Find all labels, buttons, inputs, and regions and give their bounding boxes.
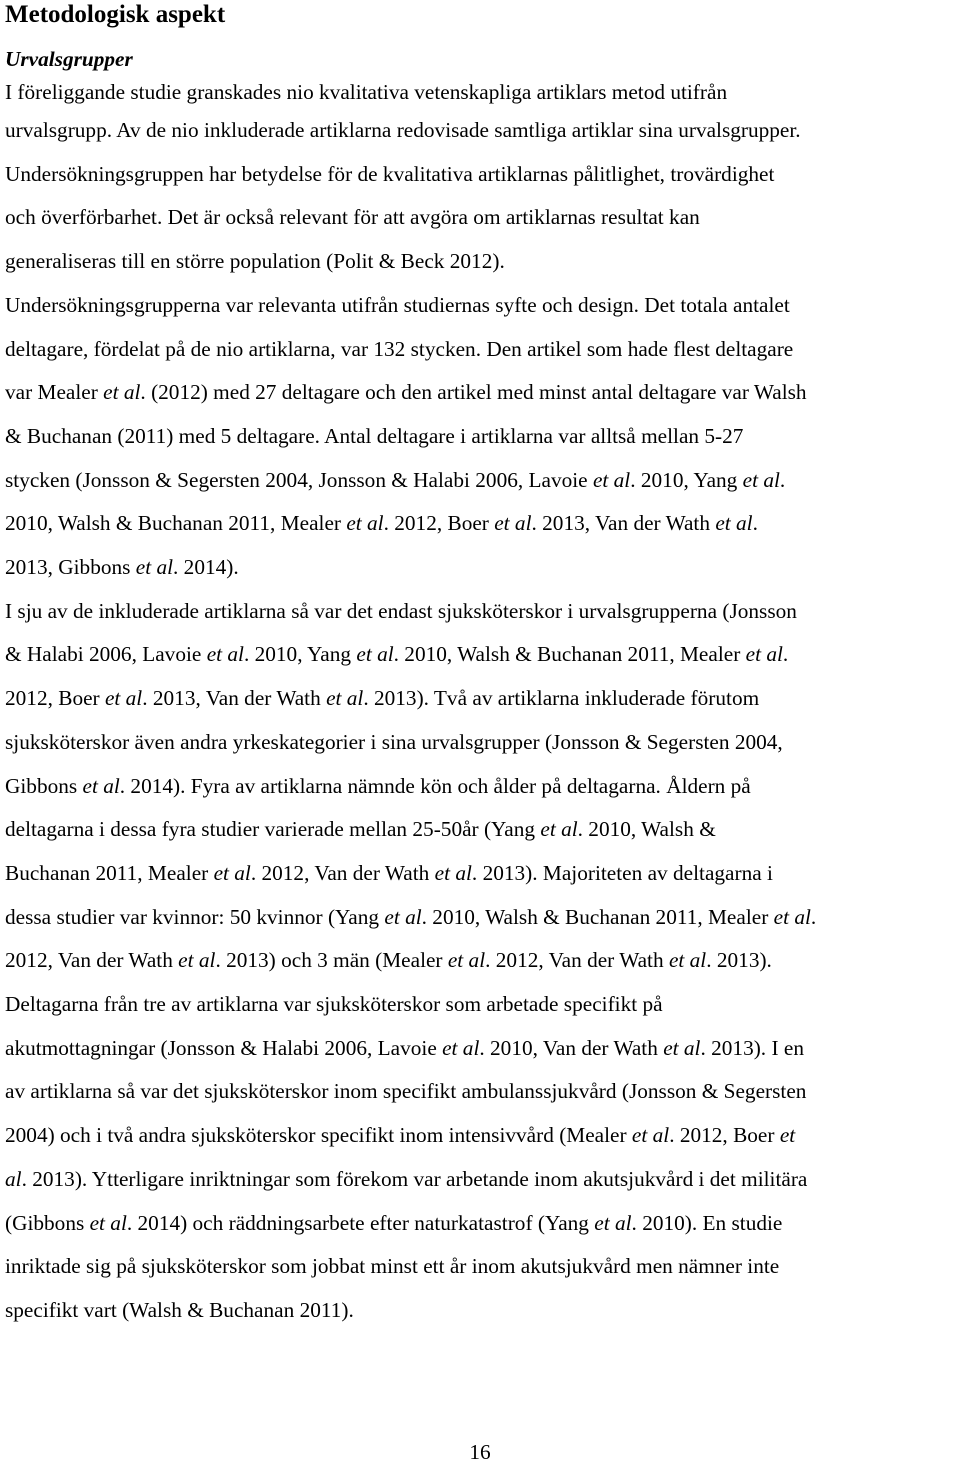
italic-text: et al xyxy=(494,511,532,536)
text-line: I föreliggande studie granskades nio kvalitativa vetenskapliga artiklars metod utifrån xyxy=(5,80,728,104)
italic-text: et al xyxy=(326,686,364,711)
text-line: var Mealer et al. (2012) med 27 deltagare och den artikel med minst antal deltagare var Walsh xyxy=(5,380,807,405)
italic-text: et al xyxy=(206,642,244,667)
italic-text: et al xyxy=(89,1210,127,1235)
italic-text: et al xyxy=(434,860,472,885)
page-number: 16 xyxy=(469,1440,491,1464)
italic-text: et al xyxy=(442,1035,480,1060)
text-line: Undersökningsgrupperna var relevanta utifrån studiernas syfte och design. Det totala antalet xyxy=(5,292,790,317)
text-line: och överförbarhet. Det är också relevant för att avgöra om artiklarnas resultat kan xyxy=(5,205,700,230)
text-line: 2004) och i två andra sjuksköterskor specifikt inom intensivvård (Mealer et al. 2012, Boer et xyxy=(5,1123,796,1148)
text-line: 2012, Van der Wath et al. 2013) och 3 män (Mealer et al. 2012, Van der Wath et al. 2013). xyxy=(5,948,772,973)
text-line: al. 2013). Ytterligare inriktningar som förekom var arbetande inom akutsjukvård i det militära xyxy=(5,1166,808,1191)
text-line: & Halabi 2006, Lavoie et al. 2010, Yang et al. 2010, Walsh & Buchanan 2011, Mealer et al. xyxy=(5,642,789,667)
italic-text: et al xyxy=(668,948,707,973)
italic-text: et al xyxy=(631,1123,670,1148)
italic-text: et al xyxy=(594,1210,632,1235)
text-line: dessa studier var kvinnor: 50 kvinnor (Yang et al. 2010, Walsh & Buchanan 2011, Mealer et al. xyxy=(5,904,817,929)
subsection-heading: Urvalsgrupper xyxy=(5,47,133,71)
italic-text: al xyxy=(5,1166,22,1191)
text-line: sjuksköterskor även andra yrkeskategorier i sina urvalsgrupper (Jonsson & Segersten 2004, xyxy=(5,729,783,754)
text-line: stycken (Jonsson & Segersten 2004, Jonsson & Halabi 2006, Lavoie et al. 2010, Yang et al. xyxy=(5,467,786,492)
text-line: I sju av de inkluderade artiklarna så var det endast sjuksköterskor i urvalsgrupperna (Jonsson xyxy=(5,598,797,623)
text-line: specifikt vart (Walsh & Buchanan 2011). xyxy=(5,1297,354,1322)
italic-text: et al xyxy=(213,860,251,885)
text-line: deltagarna i dessa fyra studier varierade mellan 25-50år (Yang et al. 2010, Walsh & xyxy=(5,817,716,842)
section-heading: Metodologisk aspekt xyxy=(5,1,226,28)
body-text xyxy=(5,75,957,1333)
italic-text: et al xyxy=(135,555,174,580)
italic-text: et al xyxy=(540,817,578,842)
italic-text: et al xyxy=(178,948,216,973)
italic-text: et al xyxy=(346,511,384,536)
italic-text: et al xyxy=(773,904,811,929)
text-line: akutmottagningar (Jonsson & Halabi 2006, Lavoie et al. 2010, Van der Wath et al. 2013). I en xyxy=(5,1035,804,1060)
text-line: Gibbons et al. 2014). Fyra av artiklarna nämnde kön och ålder på deltagarna. Åldern på xyxy=(5,773,751,798)
italic-text: et al xyxy=(592,467,631,492)
text-line: urvalsgrupp. Av de nio inkluderade artiklarna redovisade samtliga artiklar sina urvalsgrupper. xyxy=(5,118,801,142)
text-line: inriktade sig på sjuksköterskor som jobbat minst ett år inom akutsjukvård men nämner inte xyxy=(5,1254,780,1279)
text-line: av artiklarna så var det sjuksköterskor inom specifikt ambulanssjukvård (Jonsson & Segersten xyxy=(5,1079,807,1104)
text-line: Undersökningsgruppen har betydelse för de kvalitativa artiklarnas pålitlighet, trovärdighet xyxy=(5,161,775,186)
italic-text: et al xyxy=(82,773,120,798)
text-line: Buchanan 2011, Mealer et al. 2012, Van der Wath et al. 2013). Majoriteten av deltagarna i xyxy=(5,860,773,885)
italic-text: et al xyxy=(742,467,780,492)
italic-text: et al xyxy=(104,686,143,711)
text-line: generaliseras till en större population (Polit & Beck 2012). xyxy=(5,249,505,274)
italic-text: et al xyxy=(384,904,422,929)
document-page xyxy=(5,0,957,1333)
text-line: deltagare, fördelat på de nio artiklarna, var 132 stycken. Den artikel som hade flest deltagare xyxy=(5,336,794,361)
text-line: Deltagarna från tre av artiklarna var sjuksköterskor som arbetade specifikt på xyxy=(5,992,663,1017)
italic-text: et al xyxy=(663,1035,701,1060)
text-line: & Buchanan (2011) med 5 deltagare. Antal deltagare i artiklarna var alltså mellan 5-27 xyxy=(5,423,744,448)
italic-text: et al xyxy=(356,642,394,667)
text-line: 2013, Gibbons et al. 2014). xyxy=(5,555,239,580)
text-line: 2012, Boer et al. 2013, Van der Wath et al. 2013). Två av artiklarna inkluderade förutom xyxy=(5,686,760,711)
italic-text: et al xyxy=(745,642,783,667)
italic-text: et al xyxy=(447,948,486,973)
text-line: (Gibbons et al. 2014) och räddningsarbete efter naturkatastrof (Yang et al. 2010). En studie xyxy=(5,1210,783,1235)
italic-text: et al xyxy=(103,380,141,405)
italic-text: et xyxy=(779,1123,796,1148)
italic-text: et al xyxy=(715,511,753,536)
text-line: 2010, Walsh & Buchanan 2011, Mealer et al. 2012, Boer et al. 2013, Van der Wath et al. xyxy=(5,511,758,536)
